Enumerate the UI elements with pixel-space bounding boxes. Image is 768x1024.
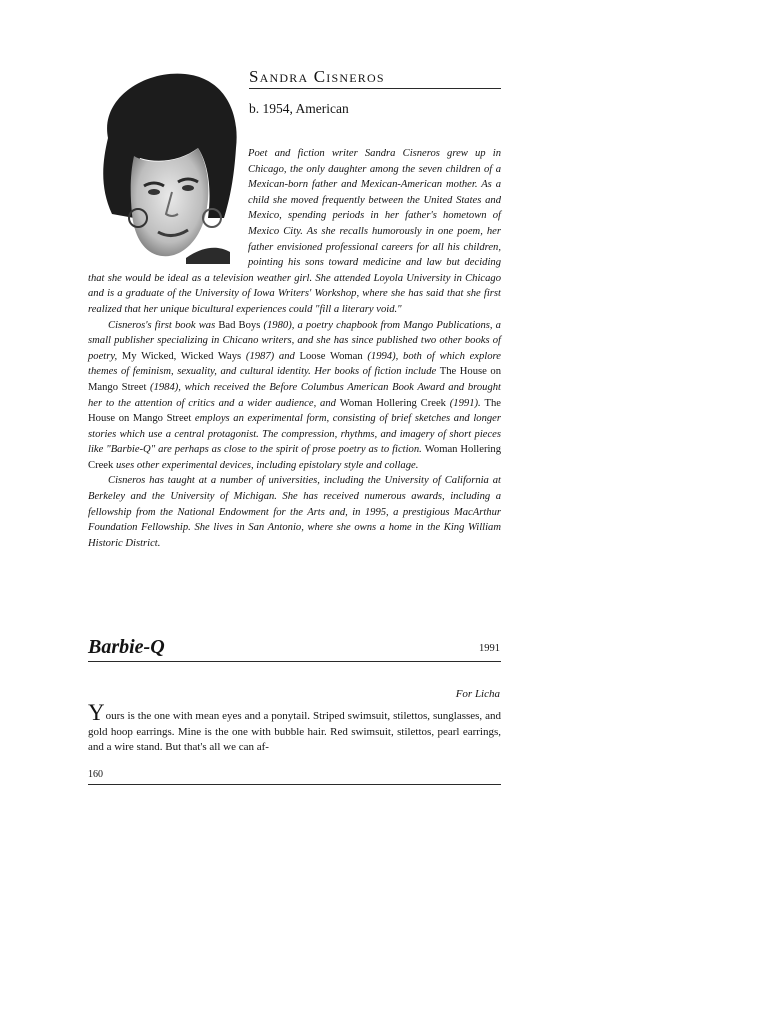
story-text: [88, 700, 501, 756]
bio-text: employs an experimental form, consisting of brief sketches and longer stories which use a central protagonist. The compression, rhythms, and imagery of short pieces like "Barbie-Q" are perhaps as close to the spirit of prose poetry as to fiction.: [88, 413, 501, 456]
author-biography: [88, 146, 501, 551]
drop-cap: Y: [88, 700, 105, 725]
bio-text: uses other experimental devices, including epistolary style and collage.: [113, 459, 419, 471]
page-number: 160: [88, 769, 103, 780]
portrait-wrap-space: [88, 146, 248, 264]
book-title: Woman Hollering Creek: [88, 444, 502, 471]
author-dates: b. 1954, American: [249, 101, 349, 116]
work-heading-rule: [88, 661, 501, 662]
book-title: Bad Boys: [218, 319, 261, 331]
author-name: Sandra Cisneros: [249, 67, 385, 86]
bio-text: (1980), a poetry chapbook from Mango Publications, a small publisher specializing in Chicano writers, and she has since published two other books of poetry,: [88, 319, 501, 362]
bio-paragraph-3-text: Cisneros has taught at a number of universities, including the University of California at Berkeley and the University of Michigan. She has received numerous awards, including a fellowship from the National Endowment for the Arts and, in 1995, a prestigious MacArthur Foundation Fellowship. She lives in San Antonio, where she owns a home in the King William Historic District.: [88, 475, 501, 549]
book-title: The House on Mango Street: [88, 366, 501, 393]
dedication: For Licha: [455, 688, 500, 700]
bio-text: (1987) and: [241, 350, 300, 362]
work-year: 1991: [479, 643, 500, 654]
book-title: My Wicked, Wicked Ways: [121, 350, 242, 362]
bio-text: (1994), both of which explore themes of feminism, sexuality, and cultural identity. Her books of fiction include: [88, 350, 501, 378]
book-title: Loose Woman: [299, 350, 363, 362]
footer-rule: [88, 784, 501, 785]
book-title: The House on Mango Street: [88, 397, 501, 425]
author-heading-rule: [249, 88, 501, 89]
bio-paragraph-1-text: Poet and fiction writer Sandra Cisneros grew up in Chicago, the only daughter among the seven children of a Mexican-born father and Mexican-American mother. As a child she moved frequently between the United States and Mexico, spending periods in her father's hometown of Mexico City. As she recalls humorously in one poem, her father envisioned professional careers for all his children, pointing his sons toward medicine and law but deciding that she would be ideal as a television weather girl. She attended Loyola University in Chicago and is a graduate of the University of Iowa Writers' Workshop, where she has said that she first realized that her unique bicultural experiences could "fill a literary void.": [88, 148, 501, 315]
bio-paragraph: [88, 146, 501, 318]
bio-paragraph: [88, 473, 501, 551]
story-opening-text: ours is the one with mean eyes and a ponytail. Striped swimsuit, stilettos, sunglasses, and gold hoop earrings. Mine is the one with bubble hair. Red swimsuit, stilettos, pearl earrings, and a wire stand. But that's all we can af-: [88, 710, 501, 753]
bio-text: (1984), which received the Before Columbus American Book Award and brought her to the attention of critics and a wider audience, and: [88, 381, 501, 409]
bio-paragraph: [88, 318, 501, 474]
bio-text: Cisneros's first book was: [108, 319, 219, 331]
work-title: Barbie-Q: [88, 636, 165, 658]
book-title: Woman Hollering Creek: [339, 397, 446, 409]
bio-text: (1991).: [445, 397, 485, 409]
